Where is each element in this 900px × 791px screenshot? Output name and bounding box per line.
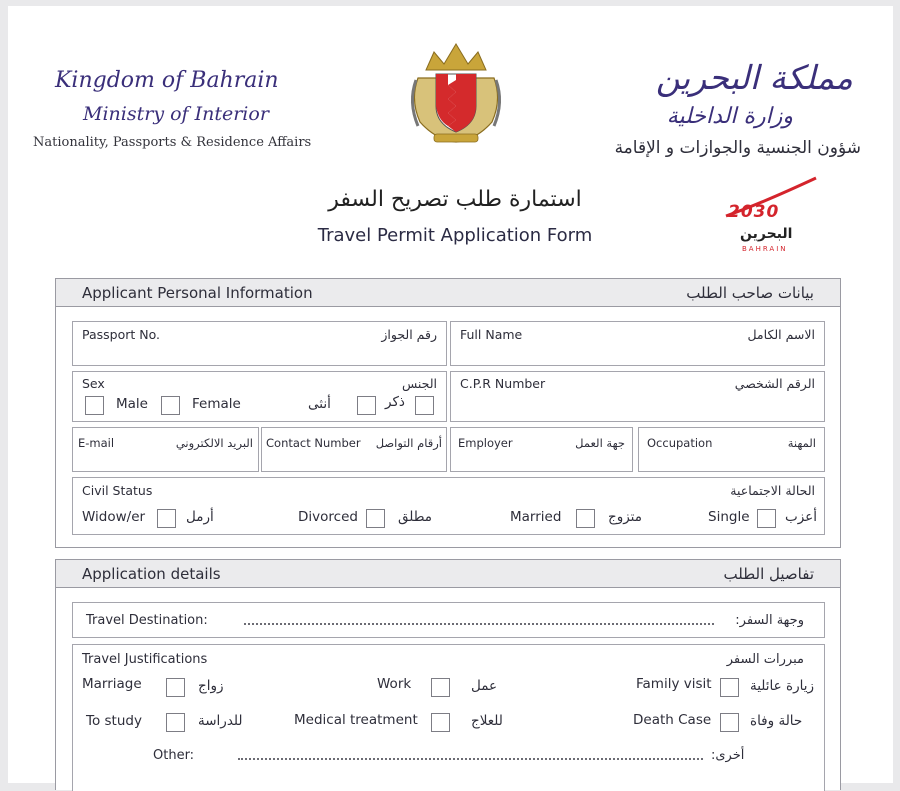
death-label-ar: حالة وفاة: [750, 713, 803, 729]
personal-title-ar: بيانات صاحب الطلب: [686, 284, 814, 302]
sex-field: [72, 371, 447, 422]
application-header: [56, 560, 840, 588]
email-label-ar: البريد الالكتروني: [175, 436, 253, 450]
married-checkbox[interactable]: [576, 509, 595, 528]
death-label-en: Death Case: [633, 712, 712, 728]
other-label-ar: أخرى:: [711, 748, 745, 763]
other-label-en: Other:: [153, 748, 195, 763]
personal-info-section: [55, 278, 841, 548]
kingdom-ar: مملكة البحرين: [655, 58, 853, 97]
full-name-label-en: Full Name: [460, 327, 523, 342]
occupation-label-en: Occupation: [647, 436, 713, 450]
widow-label-ar: أرمل: [186, 509, 214, 525]
family-label-ar: زيارة عائلية: [750, 678, 814, 694]
study-label-en: To study: [86, 713, 142, 729]
justifications-field: [72, 644, 825, 791]
dept-ar: شؤون الجنسية والجوازات و الإقامة: [614, 138, 861, 158]
destination-dotted-line: [244, 623, 714, 625]
personal-title-en: Applicant Personal Information: [82, 284, 313, 302]
marriage-label-en: Marriage: [82, 676, 142, 692]
work-checkbox[interactable]: [431, 678, 450, 697]
sex-label-en: Sex: [82, 376, 105, 391]
application-title-ar: تفاصيل الطلب: [723, 565, 814, 583]
other-dotted-line[interactable]: [238, 758, 703, 760]
study-checkbox[interactable]: [166, 713, 185, 732]
form-title-ar: استمارة طلب تصريح السفر: [328, 187, 582, 212]
form-page: [8, 6, 893, 783]
divorced-label-ar: مطلق: [398, 509, 433, 525]
medical-label-en: Medical treatment: [294, 712, 418, 728]
personal-info-header: [56, 279, 840, 307]
destination-label-ar: وجهة السفر:: [735, 613, 804, 628]
contact-label-ar: أرقام التواصل: [375, 436, 442, 450]
marriage-checkbox[interactable]: [166, 678, 185, 697]
civil-label-ar: الحالة الاجتماعية: [730, 483, 815, 498]
ministry-en: Ministry of Interior: [83, 103, 269, 125]
employer-label-en: Employer: [458, 436, 513, 450]
single-label-ar: أعزب: [785, 509, 817, 525]
bahrain-crest-icon: [406, 40, 506, 146]
male-ar-checkbox[interactable]: [415, 396, 434, 415]
vision-ar: البحرين: [740, 226, 793, 242]
female-label-ar: أنثى: [308, 396, 331, 412]
female-label: Female: [192, 396, 241, 412]
full-name-label-ar: الاسم الكامل: [747, 327, 815, 342]
employer-label-ar: جهة العمل: [575, 436, 625, 450]
destination-field[interactable]: [72, 602, 825, 638]
medical-checkbox[interactable]: [431, 713, 450, 732]
contact-label-en: Contact Number: [266, 436, 361, 450]
male-label: Male: [116, 396, 148, 412]
passport-label-en: Passport No.: [82, 327, 161, 342]
work-label-en: Work: [377, 676, 412, 692]
justif-label-en: Travel Justifications: [82, 652, 208, 667]
vision-year: 2030: [728, 202, 780, 222]
destination-label-en: Travel Destination:: [86, 613, 208, 628]
marriage-label-ar: زواج: [198, 678, 224, 694]
contact-number-field[interactable]: [261, 427, 447, 472]
female-ar-checkbox[interactable]: [357, 396, 376, 415]
ministry-ar: وزارة الداخلية: [666, 104, 793, 129]
email-label-en: E-mail: [78, 436, 115, 450]
application-title-en: Application details: [82, 565, 221, 583]
single-label-en: Single: [708, 509, 750, 525]
divorced-label-en: Divorced: [298, 509, 358, 525]
cpr-label-ar: الرقم الشخصي: [734, 376, 815, 391]
cpr-label-en: C.P.R Number: [460, 376, 546, 391]
study-label-ar: للدراسة: [198, 713, 243, 729]
form-title-en: Travel Permit Application Form: [317, 225, 593, 246]
single-checkbox[interactable]: [757, 509, 776, 528]
passport-field[interactable]: [72, 321, 447, 366]
dept-en: Nationality, Passports & Residence Affairs: [33, 135, 312, 150]
full-name-field[interactable]: [450, 321, 825, 366]
employer-field[interactable]: [450, 427, 633, 472]
occupation-field[interactable]: [638, 427, 825, 472]
work-label-ar: عمل: [471, 678, 498, 694]
married-label-ar: متزوج: [608, 509, 642, 525]
widow-label-en: Widow/er: [82, 509, 146, 525]
female-checkbox[interactable]: [161, 396, 180, 415]
sex-label-ar: الجنس: [401, 376, 437, 391]
family-checkbox[interactable]: [720, 678, 739, 697]
family-label-en: Family visit: [636, 676, 712, 692]
application-section: [55, 559, 841, 790]
male-label-ar: ذكر: [385, 394, 405, 410]
cpr-field[interactable]: [450, 371, 825, 422]
widow-checkbox[interactable]: [157, 509, 176, 528]
civil-label-en: Civil Status: [82, 483, 153, 498]
male-checkbox[interactable]: [85, 396, 104, 415]
passport-label-ar: رقم الجواز: [381, 327, 437, 342]
medical-label-ar: للعلاج: [471, 713, 503, 729]
married-label-en: Married: [510, 509, 562, 525]
vision-2030-logo: [720, 176, 820, 258]
email-field[interactable]: [72, 427, 259, 472]
justif-label-ar: مبررات السفر: [726, 652, 804, 667]
death-checkbox[interactable]: [720, 713, 739, 732]
divorced-checkbox[interactable]: [366, 509, 385, 528]
vision-en: BAHRAIN: [742, 245, 788, 253]
occupation-label-ar: المهنة: [787, 436, 816, 450]
civil-status-field: [72, 477, 825, 535]
kingdom-en: Kingdom of Bahrain: [55, 68, 279, 93]
